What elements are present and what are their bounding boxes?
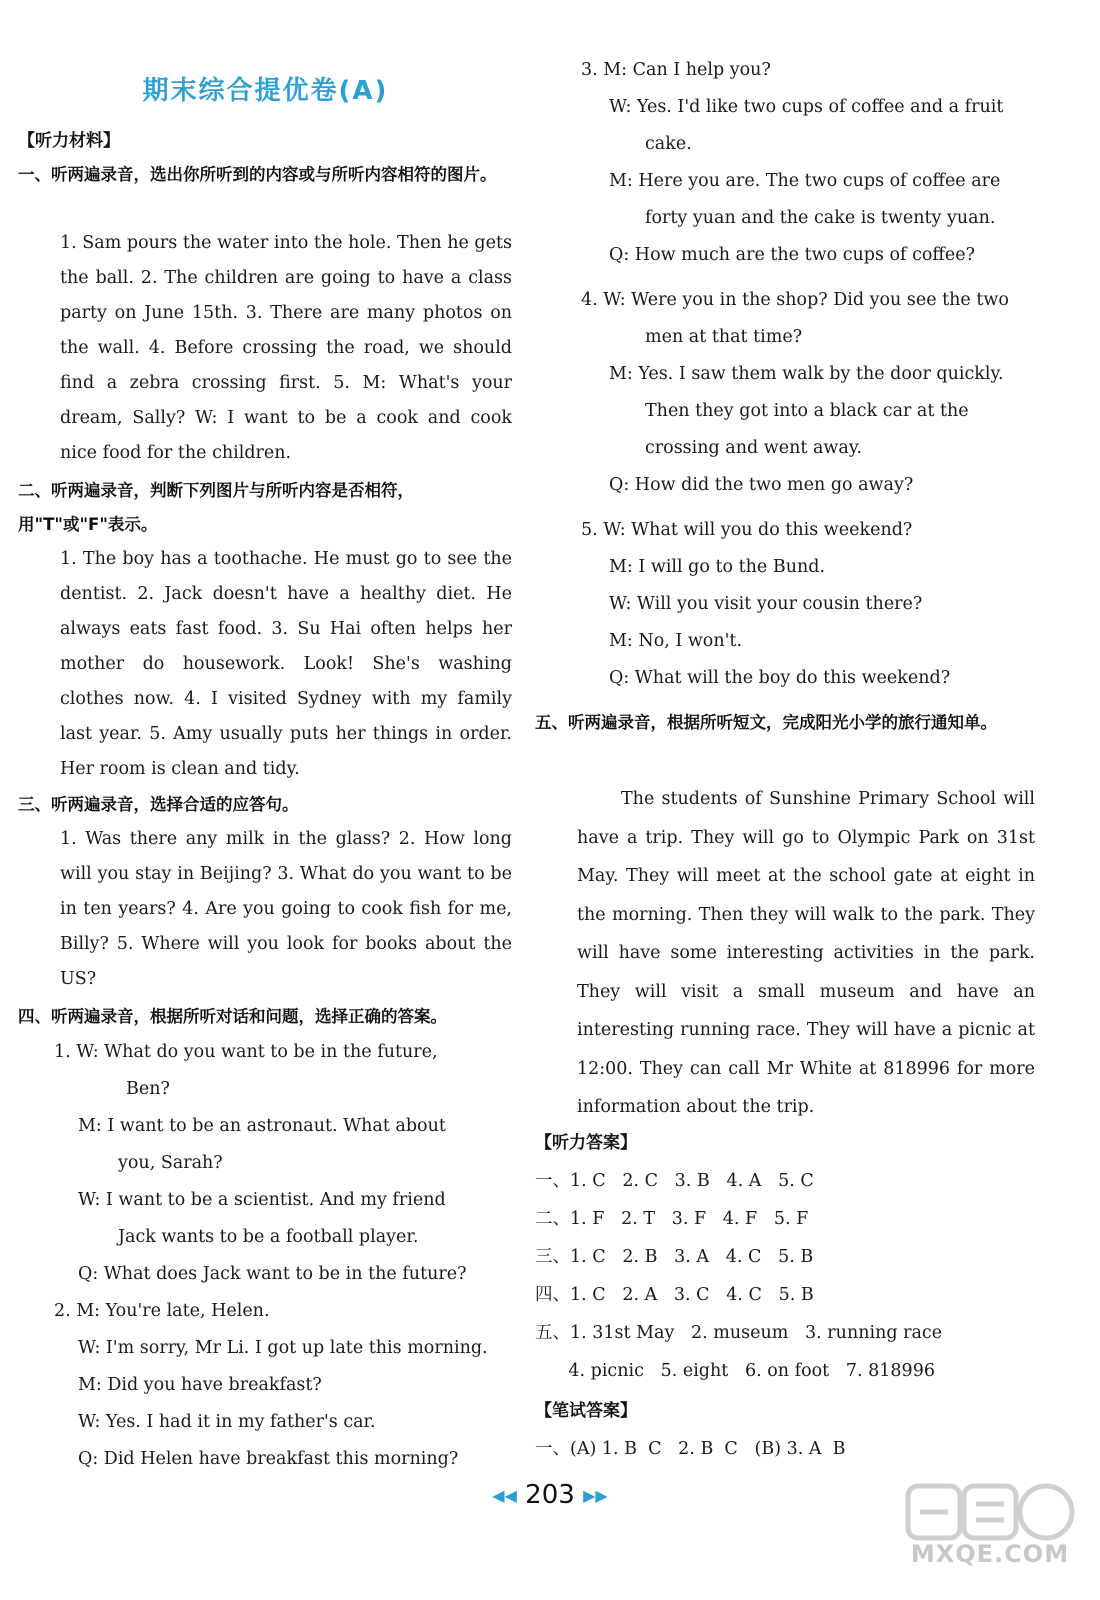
dialogue-line: W: I'm sorry, Mr Li. I got up late this morning.: [78, 1338, 488, 1358]
answer-row: 二、1. F 2. T 3. F 4. F 5. F: [535, 1209, 809, 1229]
section-4-q5: [581, 512, 1035, 697]
section-4-heading: 四、听两遍录音，根据所听对话和问题，选择正确的答案。: [18, 1007, 447, 1026]
watermark-logo-icon: [900, 1478, 1080, 1548]
section-1-heading: 一、听两遍录音，选出你所听到的内容或与所听内容相符的图片。: [18, 165, 497, 184]
dialogue-line: forty yuan and the cake is twenty yuan.: [645, 208, 996, 228]
dialogue-line: Then they got into a black car at the: [645, 401, 969, 421]
dialogue-line: W: I want to be a scientist. And my friend: [78, 1190, 446, 1210]
page-title: 期末综合提优卷(A): [142, 76, 389, 106]
dialogue-line: M: I want to be an astronaut. What about: [78, 1116, 446, 1136]
written-answers-label: 【笔试答案】: [535, 1401, 637, 1421]
dialogue-line: Q: How did the two men go away?: [609, 475, 914, 495]
dialogue-line: 2. M: You're late, Helen.: [54, 1301, 270, 1321]
dialogue-line: you, Sarah?: [118, 1153, 223, 1173]
dialogue-line: 5. W: What will you do this weekend?: [581, 520, 913, 540]
listening-answers-label: 【听力答案】: [535, 1133, 637, 1153]
page-number: 203: [525, 1480, 575, 1510]
double-left-arrow-icon: ◀◀: [492, 1486, 517, 1505]
dialogue-line: 1. W: What do you want to be in the future,: [54, 1042, 438, 1062]
dialogue-line: W: Yes. I had it in my father's car.: [78, 1412, 376, 1432]
answer-row: 五、1. 31st May 2. museum 3. running race: [535, 1323, 943, 1343]
section-2-text: 1. The boy has a toothache. He must go to see the dentist. 2. Jack doesn't have a healthy diet. He always eats fast food. 3. Su Hai often helps her mother do housework. Look! She's washing clothes now. 4. I visited Sydney with my family last year. 5. Amy usually puts her things in order. Her room is clean and tidy.: [60, 549, 512, 779]
dialogue-line: M: No, I won't.: [609, 631, 743, 651]
answer-row: 一、(A) 1. B C 2. B C (B) 3. A B: [535, 1439, 846, 1459]
answer-row: 一、1. C 2. C 3. B 4. A 5. C: [535, 1171, 814, 1191]
answer-row: 4. picnic 5. eight 6. on foot 7. 818996: [535, 1361, 935, 1381]
dialogue-line: Q: What does Jack want to be in the future?: [78, 1264, 467, 1284]
dialogue-line: M: I will go to the Bund.: [609, 557, 826, 577]
watermark-text: MXQE.COM: [910, 1540, 1070, 1568]
dialogue-line: cake.: [645, 134, 692, 154]
section-2-heading: 二、听两遍录音，判断下列图片与所听内容是否相符，用"T"或"F"表示。: [18, 481, 414, 534]
written-answers: [535, 1430, 1035, 1468]
dialogue-line: Ben?: [126, 1079, 170, 1099]
section-4-q3: [581, 52, 1035, 274]
listening-material-label: 【听力材料】: [18, 131, 120, 151]
answer-row: 三、1. C 2. B 3. A 4. C 5. B: [535, 1247, 814, 1267]
section-5-heading: 五、听两遍录音，根据所听短文，完成阳光小学的旅行通知单。: [535, 713, 997, 732]
dialogue-line: Q: What will the boy do this weekend?: [609, 668, 951, 688]
section-1-text: 1. Sam pours the water into the hole. Then he gets the ball. 2. The children are going to have a class party on June 15th. 3. There are many photos on the wall. 4. Before crossing the road, we should find a zebra crossing first. 5. M: What's your dream, Sally? W: I want to be a cook and cook nice food for the children.: [60, 233, 512, 463]
dialogue-line: Jack wants to be a football player.: [118, 1227, 419, 1247]
dialogue-line: M: Did you have breakfast?: [78, 1375, 322, 1395]
section-5-text: The students of Sunshine Primary School will have a trip. They will go to Olympic Park on 31st May. They will meet at the school gate at eight in the morning. Then they will walk to the park. They will have some interesting activities in the park. They will visit a small museum and have an interesting running race. They will have a picnic at 12:00. They can call Mr White at 818996 for more information about the trip.: [577, 789, 1035, 1117]
dialogue-line: M: Yes. I saw them walk by the door quickly.: [609, 364, 1004, 384]
section-4-q2: [54, 1293, 514, 1478]
dialogue-line: men at that time?: [645, 327, 803, 347]
dialogue-line: crossing and went away.: [645, 438, 862, 458]
answer-row: 四、1. C 2. A 3. C 4. C 5. B: [535, 1285, 814, 1305]
dialogue-line: Q: Did Helen have breakfast this morning?: [78, 1449, 459, 1469]
section-4-q4: [581, 282, 1035, 504]
dialogue-line: M: Here you are. The two cups of coffee are: [609, 171, 1001, 191]
section-3-heading: 三、听两遍录音，选择合适的应答句。: [18, 795, 299, 814]
dialogue-line: 3. M: Can I help you?: [581, 60, 771, 80]
dialogue-line: W: Yes. I'd like two cups of coffee and a fruit: [609, 97, 1004, 117]
dialogue-line: Q: How much are the two cups of coffee?: [609, 245, 975, 265]
watermark: [900, 1478, 1080, 1588]
section-3-text: 1. Was there any milk in the glass? 2. How long will you stay in Beijing? 3. What do you want to be in ten years? 4. Are you going to cook fish for me, Billy? 5. Where will you look for books about the US?: [60, 829, 512, 989]
listening-answers: [535, 1162, 1035, 1390]
section-4-q1: [54, 1034, 514, 1293]
double-right-arrow-icon: ▶▶: [583, 1486, 608, 1505]
dialogue-line: W: Will you visit your cousin there?: [609, 594, 923, 614]
dialogue-line: 4. W: Were you in the shop? Did you see the two: [581, 290, 1009, 310]
